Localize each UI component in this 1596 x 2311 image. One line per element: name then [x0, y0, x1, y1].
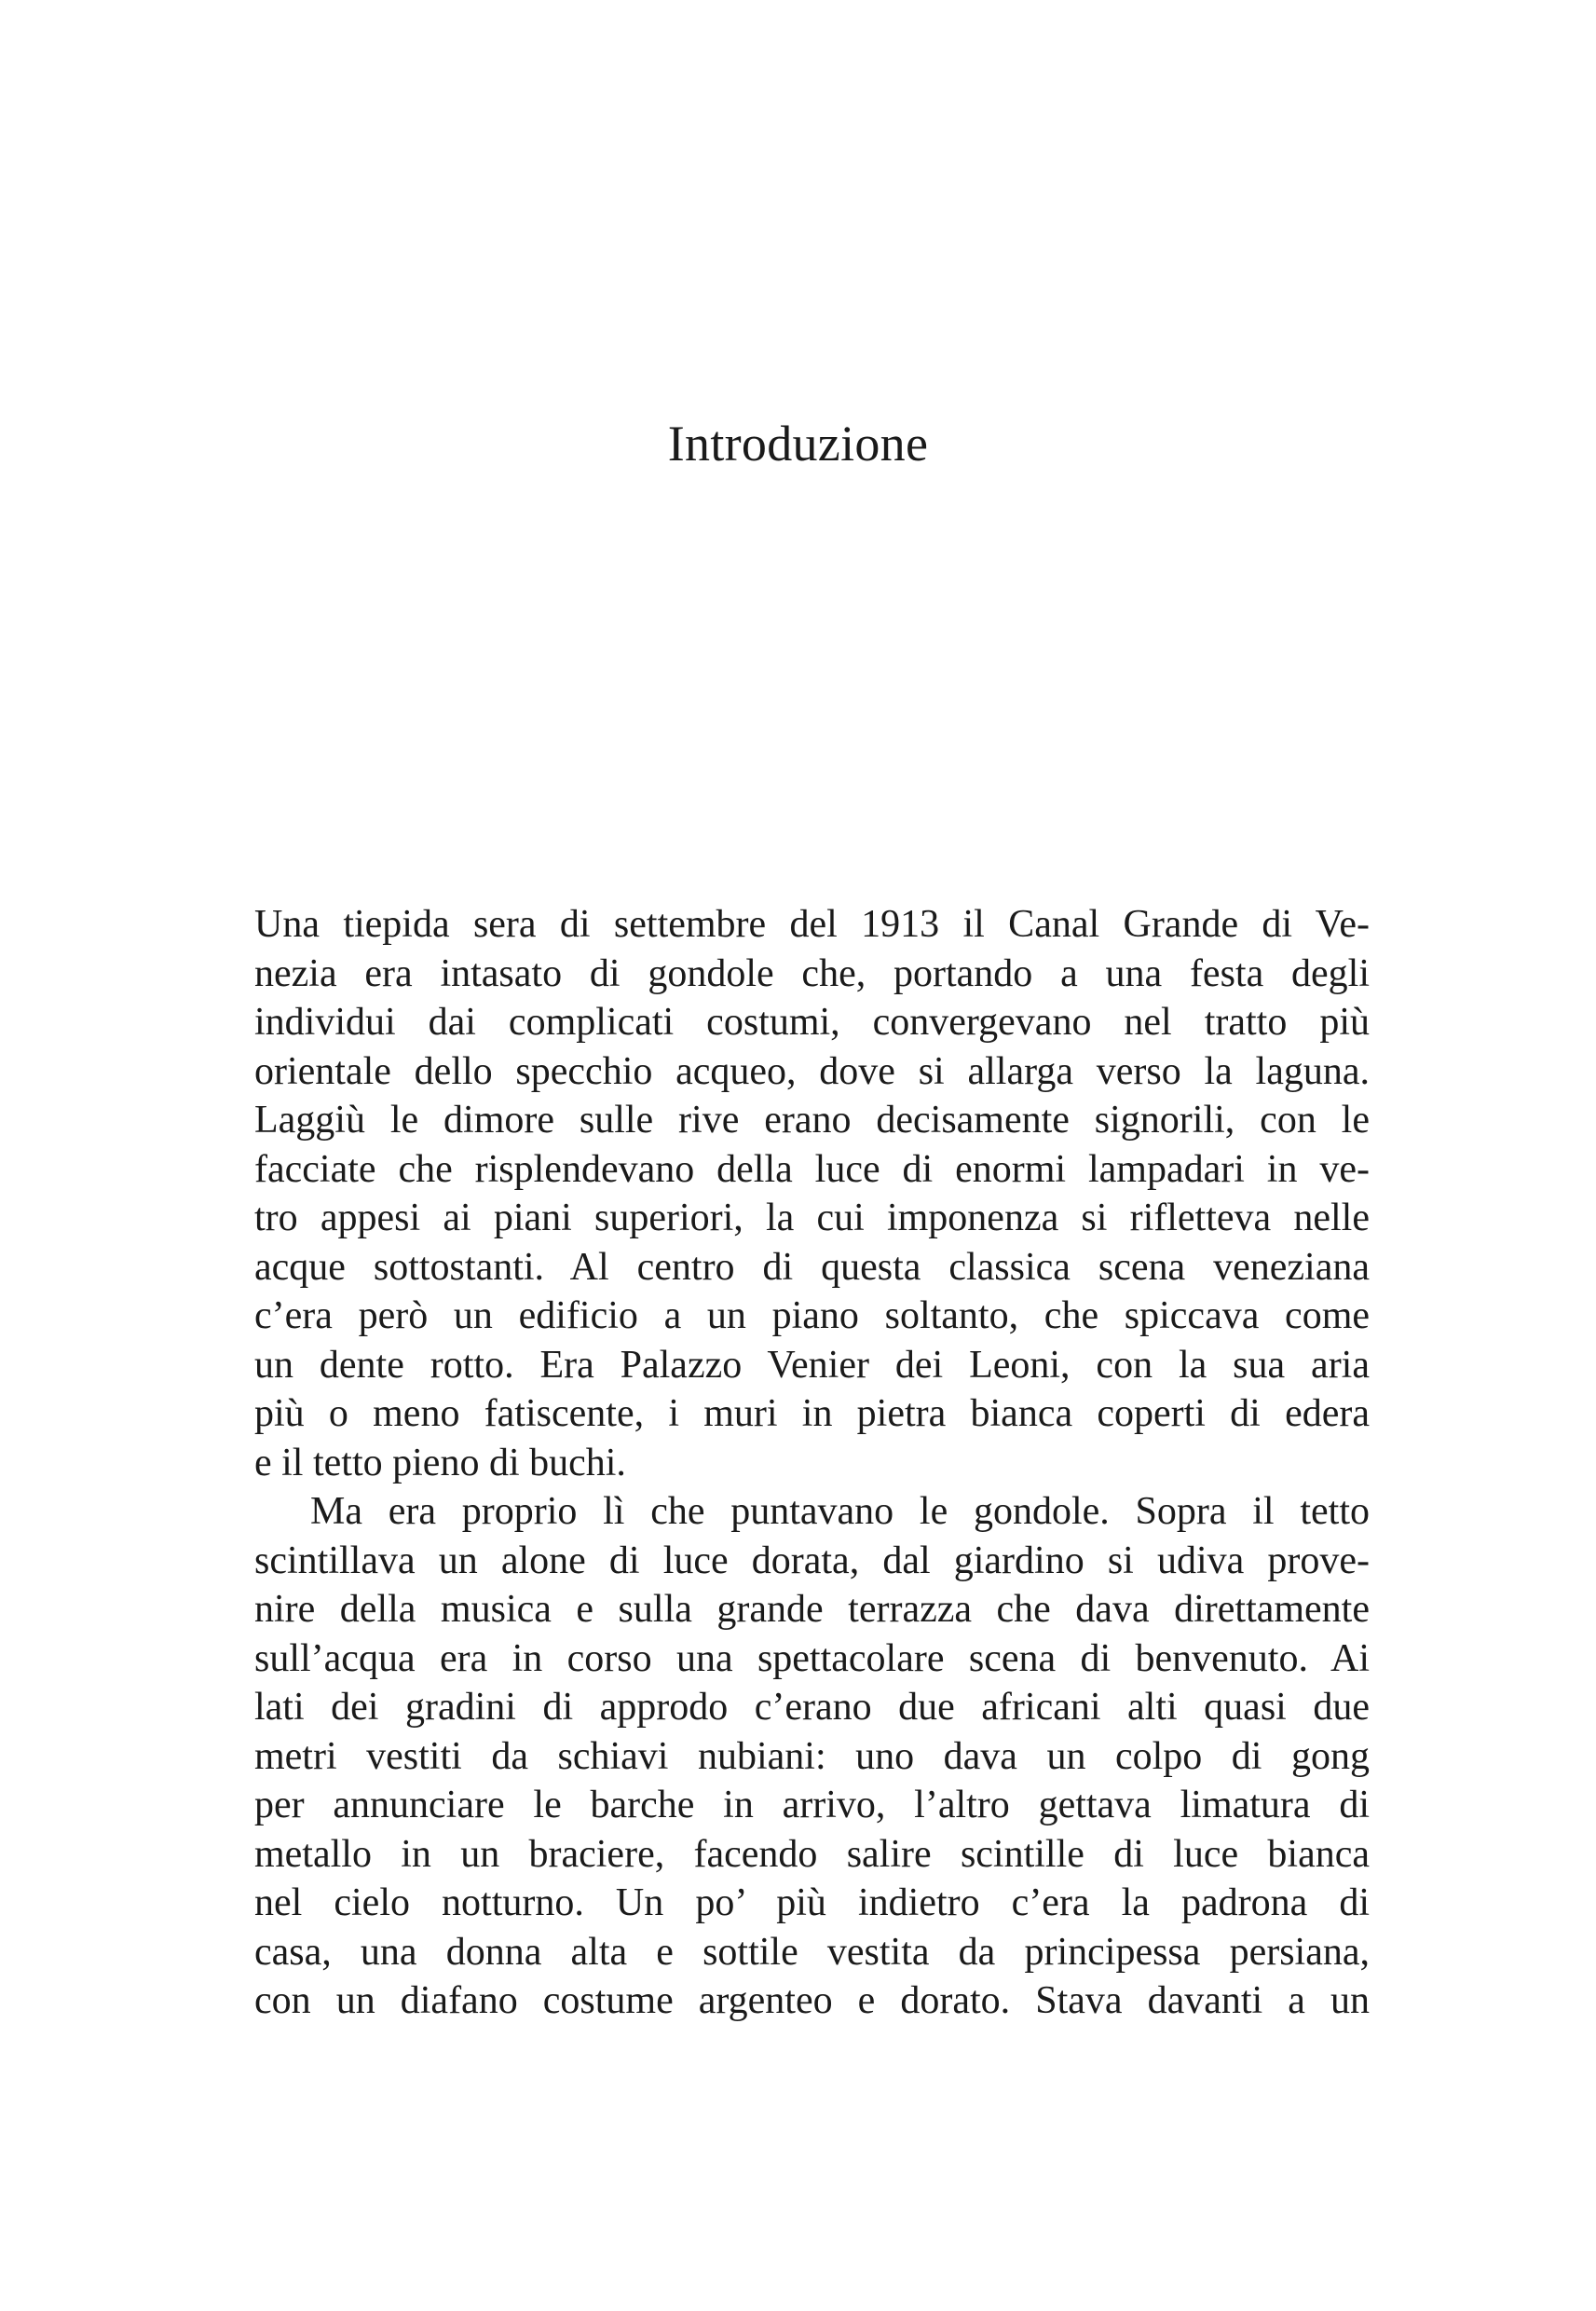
text-line: nezia era intasato di gondole che, portando a una festa degli: [254, 951, 1370, 995]
chapter-title: Introduzione: [667, 416, 929, 472]
text-line: un dente rotto. Era Palazzo Venier dei Leoni, con la sua aria: [254, 1343, 1370, 1387]
text-line: nel cielo notturno. Un po’ più indietro c’era la padrona di: [254, 1881, 1370, 1924]
text-line: orientale dello specchio acqueo, dove si allarga verso la laguna.: [254, 1049, 1370, 1093]
text-line: acque sottostanti. Al centro di questa classica scena veneziana: [254, 1245, 1370, 1289]
text-line: Una tiepida sera di settembre del 1913 il Canal Grande di Ve-: [254, 903, 1370, 946]
text-line: sull’acqua era in corso una spettacolare scena di benvenuto. Ai: [254, 1636, 1370, 1680]
text-line: tro appesi ai piani superiori, la cui imponenza si rifletteva nelle: [254, 1197, 1370, 1239]
text-line: facciate che risplendevano della luce di enormi lampadari in ve-: [254, 1147, 1370, 1191]
paragraph-1: [254, 900, 1370, 1487]
text-line: per annunciare le barche in arrivo, l’altro gettava limatura di: [254, 1784, 1370, 1826]
text-line: più o meno fatiscente, i muri in pietra bianca coperti di edera: [254, 1392, 1370, 1435]
text-line: metallo in un braciere, facendo salire scintille di luce bianca: [254, 1832, 1370, 1876]
text-line: individui dai complicati costumi, convergevano nel tratto più: [254, 1001, 1370, 1044]
text-line: Ma era proprio lì che puntavano le gondole. Sopra il tetto: [310, 1490, 1370, 1533]
text-line: nire della musica e sulla grande terrazza che dava direttamente: [254, 1588, 1370, 1631]
text-line: scintillava un alone di luce dorata, dal giardino si udiva prove-: [254, 1538, 1370, 1582]
text-line: e il tetto pieno di buchi.: [254, 1441, 626, 1484]
body-text: [254, 900, 1370, 2026]
text-line: lati dei gradini di approdo c’erano due africani alti quasi due: [254, 1686, 1370, 1729]
text-line: c’era però un edificio a un piano soltanto, che spiccava come: [254, 1294, 1370, 1337]
paragraph-2: [254, 1487, 1370, 2026]
text-line: metri vestiti da schiavi nubiani: uno dava un colpo di gong: [254, 1734, 1370, 1778]
text-line: con un diafano costume argenteo e dorato. Stava davanti a un: [254, 1979, 1370, 2022]
text-line: casa, una donna alta e sottile vestita da principessa persiana,: [254, 1930, 1370, 1974]
text-line: Laggiù le dimore sulle rive erano decisamente signorili, con le: [254, 1099, 1370, 1142]
